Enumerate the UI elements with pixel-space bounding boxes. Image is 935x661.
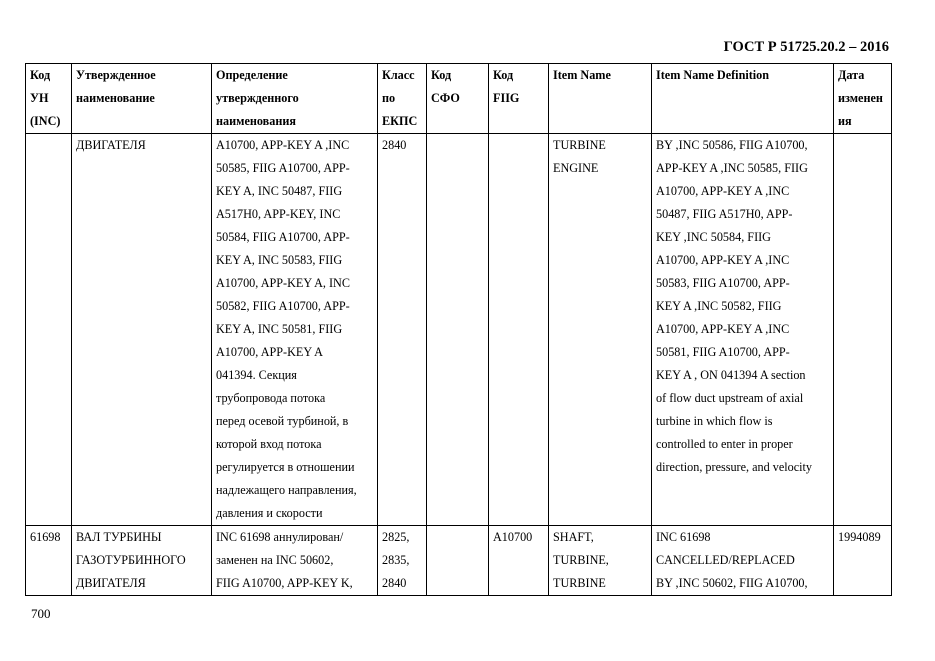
cell-fiig-code: [489, 526, 549, 596]
cell-line: 50487, FIIG A517H0, APP-: [656, 207, 793, 221]
cell-line: 041394. Секция: [216, 368, 297, 382]
cell-line: of flow duct upstream of axial: [656, 391, 804, 405]
page-number: 700: [31, 606, 51, 621]
cell-line: 2825,: [382, 530, 410, 544]
cell-item-name-definition: [652, 526, 834, 596]
cell-fiig-code: [489, 134, 549, 526]
cell-line: 2840: [382, 138, 407, 152]
cell-ekps-class: [378, 134, 427, 526]
cell-line: CANCELLED/REPLACED: [656, 553, 795, 567]
cell-line: TURBINE,: [553, 553, 609, 567]
cell-line: A10700: [493, 530, 533, 544]
cell-line: ДВИГАТЕЛЯ: [76, 138, 146, 152]
cell-line: регулируется в отношении: [216, 460, 355, 474]
cell-line: ENGINE: [553, 161, 599, 175]
cell-approved-name: [72, 134, 212, 526]
cell-line: A517H0, APP-KEY, INC: [216, 207, 341, 221]
cell-line: которой вход потока: [216, 437, 322, 451]
cell-inc-code: [26, 526, 72, 596]
cell-line: controlled to enter in proper: [656, 437, 793, 451]
col-header-approved-name: Утвержденное наименование: [72, 64, 212, 134]
col-header-item-name-definition: Item Name Definition: [652, 64, 834, 134]
cell-line: SHAFT,: [553, 530, 594, 544]
cell-line: перед осевой турбиной, в: [216, 414, 349, 428]
cell-line: direction, pressure, and velocity: [656, 460, 813, 474]
cell-line: 2835,: [382, 553, 410, 567]
cell-line: KEY A, INC 50487, FIIG: [216, 184, 343, 198]
cell-line: 61698: [30, 530, 61, 544]
cell-inc-code: [26, 134, 72, 526]
cell-line: turbine in which flow is: [656, 414, 773, 428]
cell-line: BY ,INC 50602, FIIG A10700,: [656, 576, 808, 590]
cell-line: давления и скорости: [216, 506, 323, 520]
classification-table: [25, 63, 892, 596]
cell-line: 50583, FIIG A10700, APP-: [656, 276, 790, 290]
cell-line: ДВИГАТЕЛЯ: [76, 576, 146, 590]
cell-item-name: [549, 134, 652, 526]
col-header-item-name: Item Name: [549, 64, 652, 134]
cell-line: KEY A, INC 50583, FIIG: [216, 253, 343, 267]
cell-change-date: [834, 134, 892, 526]
cell-line: A10700, APP-KEY A, INC: [216, 276, 350, 290]
col-header-ekps-class: Класс по ЕКПС: [378, 64, 427, 134]
cell-definition: [212, 134, 378, 526]
cell-line: FIIG A10700, APP-KEY K,: [216, 576, 353, 590]
cell-line: KEY A, INC 50581, FIIG: [216, 322, 343, 336]
col-header-change-date: Дата изменен ия: [834, 64, 892, 134]
document-code: ГОСТ Р 51725.20.2 – 2016: [723, 39, 889, 55]
cell-line: ГАЗОТУРБИННОГО: [76, 553, 186, 567]
cell-item-name-definition: [652, 134, 834, 526]
cell-line: A10700, APP-KEY A ,INC: [656, 184, 790, 198]
cell-line: A10700, APP-KEY A ,INC: [216, 138, 350, 152]
cell-line: заменен на INC 50602,: [216, 553, 334, 567]
cell-ekps-class: [378, 526, 427, 596]
cell-line: 50582, FIIG A10700, APP-: [216, 299, 350, 313]
table-row: [26, 134, 892, 526]
cell-sfo-code: [427, 526, 489, 596]
cell-line: надлежащего направления,: [216, 483, 357, 497]
table-header-row: [26, 64, 892, 134]
cell-line: TURBINE: [553, 576, 606, 590]
cell-line: 2840: [382, 576, 407, 590]
col-header-definition: Определение утвержденного наименования: [212, 64, 378, 134]
cell-definition: [212, 526, 378, 596]
cell-line: KEY A , ON 041394 A section: [656, 368, 806, 382]
cell-item-name: [549, 526, 652, 596]
cell-line: A10700, APP-KEY A ,INC: [656, 322, 790, 336]
cell-line: 50585, FIIG A10700, APP-: [216, 161, 350, 175]
cell-line: BY ,INC 50586, FIIG A10700,: [656, 138, 808, 152]
cell-line: 50584, FIIG A10700, APP-: [216, 230, 350, 244]
cell-sfo-code: [427, 134, 489, 526]
cell-line: трубопровода потока: [216, 391, 326, 405]
cell-line: KEY ,INC 50584, FIIG: [656, 230, 771, 244]
col-header-sfo-code: Код СФО: [427, 64, 489, 134]
cell-line: INC 61698 аннулирован/: [216, 530, 344, 544]
cell-line: A10700, APP-KEY A ,INC: [656, 253, 790, 267]
cell-line: 1994089: [838, 530, 881, 544]
cell-line: APP-KEY A ,INC 50585, FIIG: [656, 161, 808, 175]
table-row: [26, 526, 892, 596]
col-header-fiig-code: Код FIIG: [489, 64, 549, 134]
cell-line: KEY A ,INC 50582, FIIG: [656, 299, 782, 313]
cell-approved-name: [72, 526, 212, 596]
cell-line: ВАЛ ТУРБИНЫ: [76, 530, 162, 544]
cell-change-date: [834, 526, 892, 596]
cell-line: INC 61698: [656, 530, 711, 544]
cell-line: TURBINE: [553, 138, 606, 152]
cell-line: 50581, FIIG A10700, APP-: [656, 345, 790, 359]
cell-line: A10700, APP-KEY A: [216, 345, 323, 359]
col-header-inc-code: Код УН (INC): [26, 64, 72, 134]
